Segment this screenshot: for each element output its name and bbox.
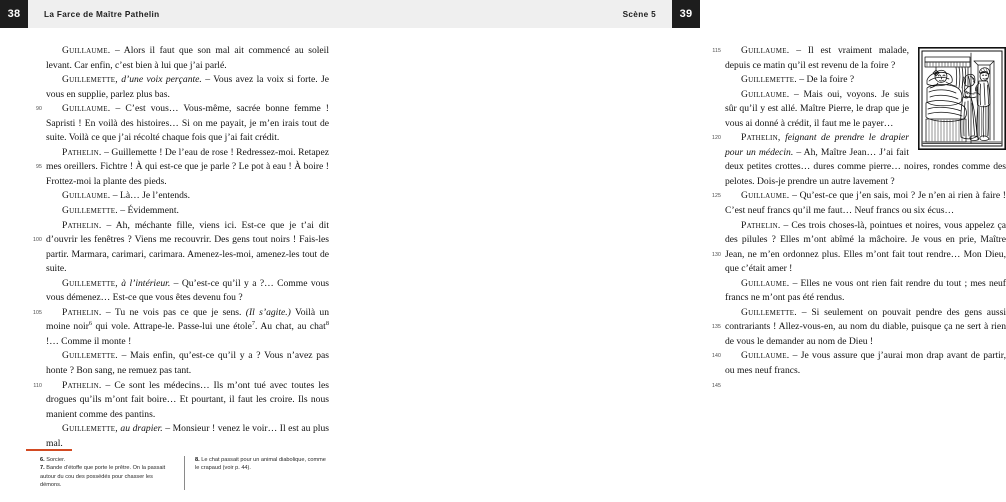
line-number: 110 — [33, 382, 42, 389]
footnote-number: 8. — [195, 457, 200, 463]
page-left — [0, 0, 350, 502]
speaker-name: Guillemette, — [62, 74, 118, 86]
speech-text: – Qu’est-ce qu’il y a ?… Comme vous vous démenez… Est-ce que vous êtes devenu fou ? — [46, 277, 329, 304]
footnote-text: Sorcier. — [44, 457, 66, 463]
stage-direction-inline: (Il s’agite.) — [245, 306, 291, 318]
speech-text: – Ce sont les médecins… Ils m’ont tué avec toutes les drogues qu’ils m’ont fait boire… Et pourtant, il faut les croire. Ils nous manient comme des pantins. — [46, 379, 329, 420]
speech-text: – Là… Je l’entends. — [110, 190, 191, 202]
speech-text: – Évidemment. — [117, 205, 179, 217]
speech-paragraph — [33, 379, 329, 423]
speaker-name: Guillaume. — [62, 190, 111, 202]
speech-text: – Ah, Maître Jean… J’ai fait deux petites crottes… dures comme pierre… noires, rondes comme des pelotes. Dois-je prendre un autre lavement ? — [725, 146, 1006, 187]
speech-paragraph — [46, 44, 329, 73]
speaker-name: Guillemette, — [62, 277, 118, 289]
speech-text: – Si seulement on pouvait pendre des gens aussi contrariants ! Allez-vous-en, au nom du diable, puisque ça ne sert à rien de vous le demander au nom de Dieu ! — [725, 306, 1006, 347]
speaker-name: Guillemette. — [62, 350, 118, 362]
speech-paragraph — [33, 219, 329, 277]
speech-text: – Je vous assure que j’aurai mon drap avant de partir, ou mes neuf francs. — [725, 350, 1006, 377]
speech-text: – De la foire ? — [796, 74, 855, 86]
stage-direction: d’une voix perçante. — [117, 74, 202, 86]
speaker-name: Guillaume. — [62, 103, 111, 115]
speech-text: – Alors il faut que son mal ait commencé au soleil levant. Car enfin, c’est bien à lui que j’ai parlé. — [46, 45, 329, 71]
text-column-left — [33, 44, 330, 451]
folio-number-right: 39 — [672, 0, 700, 28]
speech-paragraph — [46, 349, 329, 378]
running-title-left: La Farce de Maître Pathelin — [44, 9, 160, 19]
speech-paragraph — [46, 422, 329, 451]
speech-paragraph — [36, 102, 329, 146]
line-number: 135 — [712, 324, 721, 331]
speech-paragraph — [712, 189, 1006, 218]
speech-text: – Mais oui, voyons. Je suis sûr qu’il y est allé. Maître Pierre, le drap que je vous ai donné à crédit, il faut me le payer… — [725, 88, 909, 129]
speaker-name: Guillemette, — [62, 423, 118, 435]
stage-direction: au drapier. — [117, 423, 163, 435]
speech-paragraph — [46, 277, 329, 306]
speaker-name: Pathelin. — [62, 219, 102, 231]
stage-direction: feignant de prendre le drapier pour un médecin. — [725, 132, 909, 158]
footnote-ref-6[interactable]: 6 — [88, 320, 93, 328]
speech-text: – Qu’est-ce que j’en sais, moi ? Je n’en ai rien à faire ! C’est neuf francs qu’il me faut… Neuf francs ou six écus… — [725, 190, 1006, 217]
speech-text: – Guillemette ! De l’eau de rose ! Redressez-moi. Retapez mes oreillers. Fichtre ! À qui est-ce que je parle ? Le pot à eau ! À boire ! Frottez-moi la plante des pieds. — [46, 146, 329, 187]
speech-paragraph — [46, 73, 329, 102]
speech-paragraph — [725, 73, 1006, 88]
speech-paragraph — [46, 204, 329, 219]
footnotes-block — [40, 456, 328, 490]
speaker-name: Pathelin. — [62, 306, 102, 318]
speech-text: – Elles ne vous ont rien fait rendre du tout ; mes neuf francs ne m’ont pas été rendus. — [725, 277, 1006, 304]
line-number: 125 — [712, 193, 721, 200]
footnote-ref-7[interactable]: 7 — [251, 320, 255, 328]
speech-text: – Mais enfin, qu’est-ce qu’il y a ? Vous n’avez pas honte ? Bon sang, ne remuez pas tant. — [46, 350, 329, 377]
footnote-rule — [26, 449, 72, 451]
speaker-name: Guillemette. — [62, 205, 118, 217]
speaker-name: Pathelin. — [62, 379, 102, 391]
line-number: 120 — [712, 135, 721, 142]
speech-text: – Ah, méchante fille, viens ici. Est-ce que je t’ai dit d’ouvrir les fenêtres ? Viens me recouvrir. Des gens tout noirs ! Fais-les partir. Marmara, carimari, carimara. Amenez-les-moi, amenez-les tout de suite. — [46, 219, 329, 275]
line-number: 90 — [36, 106, 42, 113]
speech-paragraph: 105 Pathelin. – Tu ne vois pas ce que je sens. (Il s’agite.) Voilà un moine noir$^6$ qui vole. Attrape-le. Passe-lui une étole$^7$. Au chat, au chat$^8$ !… Comme il monte ! — [46, 306, 329, 350]
speaker-name: Guillaume. — [741, 88, 790, 100]
speech-text: – Monsieur ! venez le voir… Il est au plus mal. — [46, 423, 330, 449]
running-title-right: Scène 5 — [622, 9, 656, 19]
line-number: 130 — [712, 251, 721, 258]
footnote-item — [195, 456, 328, 473]
speaker-name: Guillaume. — [741, 45, 790, 56]
footnote-item — [40, 456, 175, 464]
line-number: 145 — [712, 382, 721, 389]
speech-text: – Il est vraiment malade, depuis ce matin qu’il est revenu de la foire ? — [725, 45, 909, 71]
running-head-left — [0, 0, 350, 28]
page-right — [350, 0, 1006, 502]
speech-paragraph — [46, 189, 329, 204]
speech-text: – Vous avez la voix si forte. Je vous en supplie, parlez plus bas. — [46, 74, 330, 100]
speech-paragraph — [712, 44, 1006, 73]
footnote-column-1 — [40, 456, 184, 490]
speaker-name: Pathelin. — [741, 219, 781, 231]
folio-number-left: 38 — [0, 0, 28, 28]
line-number: 100 — [33, 237, 42, 244]
speaker-name: Guillaume. — [741, 277, 790, 289]
speaker-name: Guillemette. — [741, 74, 797, 86]
speaker-name: Guillemette. — [741, 306, 797, 318]
speech-text: – C’est vous… Vous-même, sacrée bonne femme ! Sapristi ! En voilà des histoires… Si on me payait, je m’en irais tout de suite. Voilà ce que j’ai récolté chaque fois que j’ai fait crédit. — [46, 103, 329, 144]
speech-text: – Ces trois choses-là, pointues et noires, vous appelez ça des pilules ? Elles m’ont abîmé la mâchoire. Je vous en prie, Maître Jean, ne m’en ordonnez plus. Elles m’ont fait tout rendre… Mon Dieu, que c’était amer ! — [725, 219, 1006, 275]
speaker-name: Guillaume. — [62, 45, 111, 56]
speech-paragraph — [36, 146, 329, 190]
speech-paragraph — [725, 131, 1006, 189]
speaker-name: Guillaume. — [741, 350, 790, 362]
speech-paragraph — [712, 219, 1006, 277]
running-head-right — [350, 0, 700, 28]
footnote-number: 7. — [40, 465, 45, 472]
footnote-number: 6. — [40, 457, 45, 463]
line-number: 105 — [33, 309, 42, 316]
speaker-name: Pathelin. — [62, 146, 102, 158]
speaker-name: Pathelin, — [741, 132, 781, 144]
line-number: 95 — [36, 164, 42, 171]
line-number: 115 — [712, 48, 721, 54]
footnote-column-2 — [184, 456, 328, 490]
text-column-right — [712, 44, 1006, 389]
footnote-item — [40, 464, 175, 489]
footnote-text: Bande d’étoffe que porte le prêtre. On la passait autour du cou des possédés pour chasser les démons. — [40, 465, 166, 489]
stage-direction: à l’intérieur. — [117, 277, 171, 289]
speaker-name: Guillaume. — [741, 190, 790, 202]
line-number: 140 — [712, 353, 721, 360]
footnote-text: Le chat passait pour un animal diabolique, comme le crapaud (voir p. 44). — [195, 457, 326, 472]
footnote-ref-8[interactable]: 8 — [325, 320, 329, 328]
